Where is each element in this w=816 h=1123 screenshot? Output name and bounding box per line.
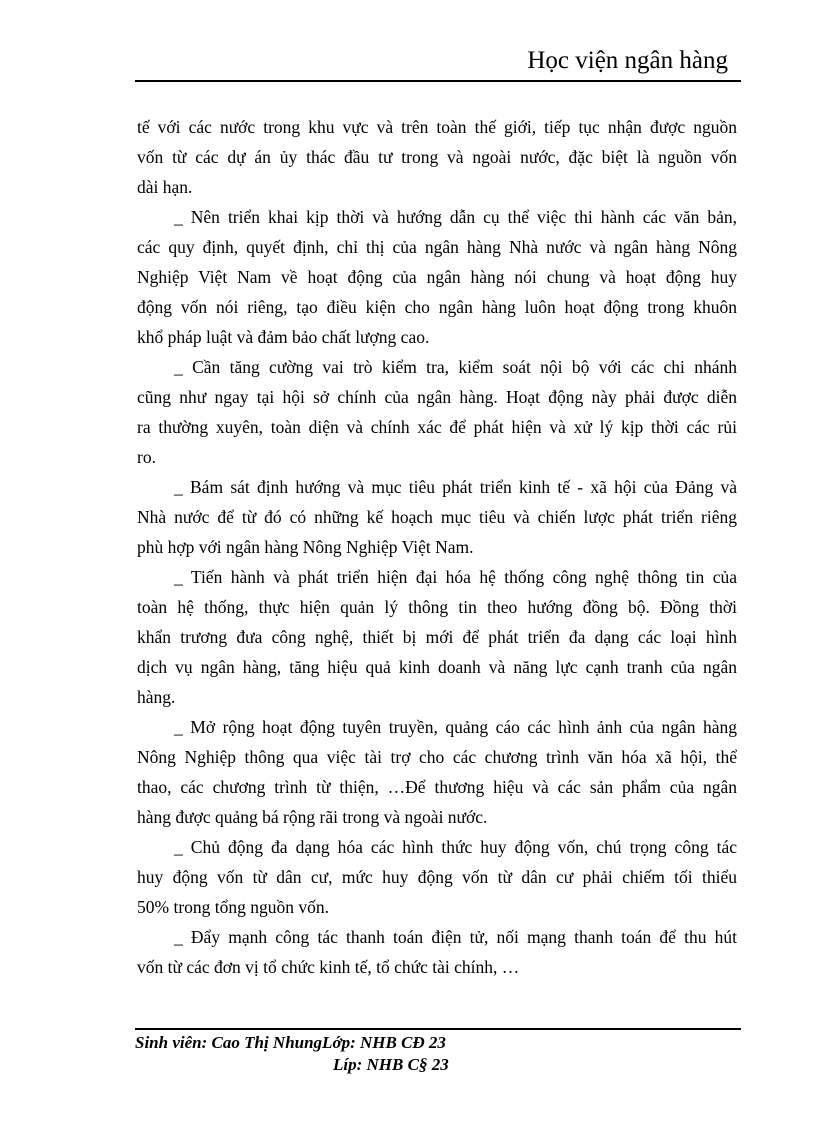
text-line: 50% trong tổng nguồn vốn. — [137, 897, 330, 917]
header-rule — [135, 80, 741, 82]
paragraph — [137, 832, 737, 922]
header-title: Học viện ngân hàng — [527, 47, 728, 74]
paragraph — [137, 202, 737, 352]
text-line: Nhà nước để từ đó có những kế hoạch mục tiêu và chiến lược phát triển riêng — [137, 507, 737, 527]
text-line: khổ pháp luật và đảm bảo chất lượng cao. — [137, 327, 430, 347]
text-line: phù hợp với ngân hàng Nông Nghiệp Việt Nam. — [137, 537, 474, 557]
text-line: Nông Nghiệp thông qua việc tài trợ cho các chương trình văn hóa xã hội, thể — [137, 747, 737, 767]
text-line: khẩn trương đưa công nghệ, thiết bị mới để phát triển đa dạng các loại hình — [137, 627, 737, 647]
text-line: _ Bám sát định hướng và mục tiêu phát triển kinh tế - xã hội của Đảng và — [174, 477, 737, 497]
paragraph — [137, 922, 737, 982]
text-line: ro. — [137, 447, 156, 467]
text-line: _ Cần tăng cường vai trò kiểm tra, kiểm soát nội bộ với các chi nhánh — [174, 357, 737, 377]
text-line: vốn từ các đơn vị tổ chức kinh tế, tổ chức tài chính, … — [137, 957, 520, 977]
paragraph — [137, 472, 737, 562]
text-line: _ Chủ động đa dạng hóa các hình thức huy động vốn, chú trọng công tác — [174, 837, 737, 857]
text-line: huy động vốn từ dân cư, mức huy động vốn từ dân cư phải chiếm tối thiểu — [137, 867, 737, 887]
text-line: Nghiệp Việt Nam về hoạt động của ngân hàng nói chung và hoạt động huy — [137, 267, 737, 287]
text-line: động vốn nói riêng, tạo điều kiện cho ngân hàng luôn hoạt động trong khuôn — [137, 297, 737, 317]
footer-student: Sinh viên: Cao Thị NhungLớp: NHB CĐ 23 — [135, 1033, 446, 1052]
text-line: tế với các nước trong khu vực và trên toàn thế giới, tiếp tục nhận được nguồn — [137, 117, 737, 137]
text-line: cũng như ngay tại hội sở chính của ngân hàng. Hoạt động này phải được diễn — [137, 387, 737, 407]
text-line: toàn hệ thống, thực hiện quản lý thông tin theo hướng đồng bộ. Đồng thời — [137, 597, 737, 617]
text-line: hàng được quảng bá rộng rãi trong và ngoài nước. — [137, 807, 488, 827]
text-line: vốn từ các dự án ủy thác đầu tư trong và ngoài nước, đặc biệt là nguồn vốn — [137, 147, 737, 167]
text-line: dài hạn. — [137, 177, 193, 197]
text-line: các quy định, quyết định, chỉ thị của ngân hàng Nhà nước và ngân hàng Nông — [137, 237, 737, 257]
footer-rule — [135, 1028, 741, 1030]
text-line: hàng. — [137, 687, 176, 707]
text-line: _ Tiến hành và phát triển hiện đại hóa hệ thống công nghệ thông tin của — [174, 567, 737, 587]
text-line: thao, các chương trình từ thiện, …Để thương hiệu và các sản phẩm của ngân — [137, 777, 737, 797]
text-line: _ Nên triển khai kịp thời và hướng dẫn cụ thể việc thi hành các văn bản, — [174, 207, 737, 227]
paragraph — [137, 562, 737, 712]
paragraph — [137, 712, 737, 832]
document-body — [137, 112, 737, 982]
paragraph — [137, 112, 737, 202]
paragraph — [137, 352, 737, 472]
text-line: _ Mở rộng hoạt động tuyên truyền, quảng cáo các hình ảnh của ngân hàng — [174, 717, 737, 737]
text-line: _ Đẩy mạnh công tác thanh toán điện tử, nối mạng thanh toán để thu hút — [174, 927, 737, 947]
text-line: dịch vụ ngân hàng, tăng hiệu quả kinh doanh và năng lực cạnh tranh của ngân — [137, 657, 737, 677]
footer-class: Líp: NHB C§ 23 — [333, 1055, 449, 1074]
text-line: ra thường xuyên, toàn diện và chính xác để phát hiện và xử lý kịp thời các rủi — [137, 417, 737, 437]
